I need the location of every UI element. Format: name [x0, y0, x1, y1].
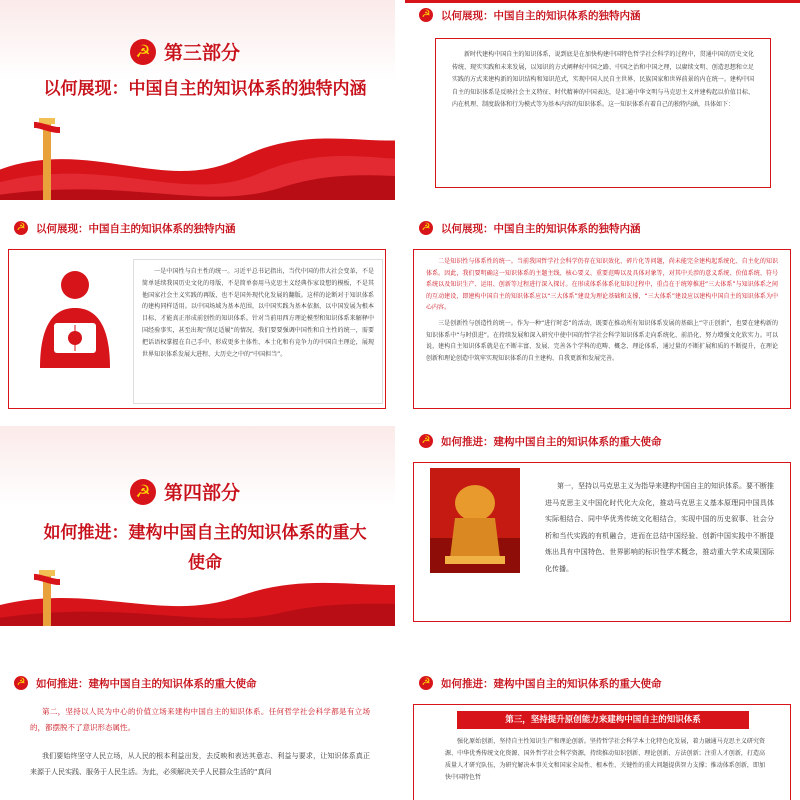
party-emblem-icon [419, 221, 433, 235]
content-area [30, 704, 370, 780]
slide-header-title: 如何推进：建构中国自主的知识体系的重大使命 [441, 677, 662, 690]
party-emblem-icon [130, 479, 156, 505]
section-heading [130, 38, 240, 65]
slide-marxism-guidance[interactable] [405, 426, 800, 626]
slide-header [405, 426, 800, 456]
slide-unique-connotation-intro[interactable] [405, 0, 800, 200]
section-number: 第四部分 [164, 482, 241, 504]
point-banner: 第三，坚持提升原创能力来建构中国自主的知识体系 [457, 711, 749, 729]
party-emblem-icon [14, 676, 28, 690]
party-emblem-icon [419, 434, 433, 448]
text-box [445, 736, 765, 784]
slide-header [405, 668, 800, 698]
person-holding-book-icon [30, 263, 120, 373]
content-frame [413, 249, 791, 409]
huabiao-pillar-icon [34, 112, 60, 200]
section-title: 如何推进：建构中国自主的知识体系的重大使命 [43, 523, 367, 573]
body-paragraph: 一是中国性与自主性的统一。习近平总书记指出，当代中国的伟大社会变革，不是简单延续我国历史文化的母版，不是简单套用马克思主义经典作家设想的模板，不是其他国家社会主义实践的再版，也不是国外现代化发展的翻版。这样的论断对于知识体系的建构同样适用。以中国场域为基本范围，以中国实践为基本依据，以中国发展为根本目标，才能真正形成前创性的知识体系。针对当前用西方理论模型和知识体系来解释中国经验事实，甚至出现“削足适履”的情况，我们要要强调中国性和自主性的统一，需要把话语权掌握在自己手中，形成更多主体性、本土化和有竞争力的中国自主理论，展现世界知识体系发展大进程、大历史之中的“中国担当”。 [142, 268, 374, 358]
body-paragraph: 我们要始终坚守人民立场，从人民的根本利益出发，去反映和表达其意志、利益与要求，让知识体系真正来源于人民实践、服务于人民生活。为此，必须解决关乎人民群众生活的“真问 [30, 752, 370, 776]
text-frame [435, 38, 771, 188]
slide-people-centered[interactable] [0, 668, 395, 800]
slide-knowledge-system[interactable] [405, 213, 800, 413]
body-paragraph: 三是创新性与创造性的统一。作为一种“进行时态”的活动，既要在推动所有知识体系发展的基础上“守正创新”，也要在建构新的知识体系中“与时俱进”。在持续发展和深入研究中使中国的哲学社会科学知识体系走向系统化、前沿化，努力增强文化软实力。可以说，建构自主知识体系就是在不断丰富、发展、完善各个学科的范畴、概念、理论体系，通过量的不断扩展和质的不断提升，在理论创新和理论创造中筑牢实现知识体系的自主建构、自我更新和发展完善。 [426, 319, 778, 362]
section-number: 第三部分 [164, 42, 241, 64]
slide-section-3-cover[interactable] [0, 0, 395, 200]
slide-header [0, 213, 395, 243]
slide-header [405, 0, 800, 30]
party-emblem-icon [130, 39, 156, 65]
section-title: 以何展现：中国自主的知识体系的独特内涵 [43, 79, 367, 99]
slide-header-title: 如何推进：建构中国自主的知识体系的重大使命 [36, 677, 257, 690]
stone-lion-image [430, 468, 520, 573]
slide-section-4-cover[interactable] [0, 426, 395, 626]
section-heading [130, 478, 240, 505]
text-box [133, 259, 383, 404]
slide-header-title: 以何展现：中国自主的知识体系的独特内涵 [36, 222, 236, 235]
slide-original-innovation[interactable] [405, 668, 800, 800]
slide-header-title: 以何展现：中国自主的知识体系的独特内涵 [441, 9, 641, 22]
highlight-paragraph: 二是知识性与体系性的统一。当前我国哲学社会科学仍存在知识效化、碎片化等问题，尚未能完全建构起系统化、自主化的知识体系。因此，我们要明确这一知识体系的主题主线、核心要义、重要范畴以及具体对象等，对其中关涉的意义系统、价值系统、符号系统以及知识生产、运用、创新等过程进行深入探讨。在形成体系体系化知识过程中，重点在于统筹推进“三大体系”与知识体系之间的互动建设，即建构中国自主的知识体系应以“三大体系”建设为理论基础和支撑，“三大体系”建设应以建构中国自主的知识体系为中心内容。 [426, 258, 778, 312]
party-emblem-icon [419, 676, 433, 690]
huabiao-pillar-icon [34, 564, 60, 626]
body-paragraph: 新时代建构中国自主的知识体系，说到底是在加快构建中国特色哲学社会科学的过程中，贯通中国的历史文化传统、现实实践和未来发展，以知识的方式阐释好中国之路、中国之治和中国之理，以赓续文明、创造思想和立足实践的方式来建构新的知识结构和知识范式，实现中国人民自主世界、民族国家和世界前景的内在统一。建构中国自主的知识体系是反映社会主义特征、时代精神的中国表达，是汇通中华文明与马克思主义并建构起以价值目标、内在机理、制度载体和行为模式等为基本内容的知识体系。这一知识体系有着自己的独特内涵，具体如下： [452, 51, 754, 108]
slide-chinese-autonomy[interactable] [0, 213, 395, 413]
body-paragraph: 强化原始创新，坚持自主性知识生产和理论创新。坚持哲学社会科学本土化特色化发展，着力融通马克思主义研究资源、中华优秀传统文化资源、国外哲学社会科学资源，持续推动知识创新、理论创新、方法创新；注重人才创新，打造高质量人才研究队伍，为研究解决本事关文和国家全局性、根本性、关键性的重大问题提供智力支撑；推动体系创新，即加快中国特色哲 [445, 738, 765, 781]
slide-header-title: 以何展现：中国自主的知识体系的独特内涵 [441, 222, 641, 235]
slide-header [405, 213, 800, 243]
lead-paragraph: 第二，坚持以人民为中心的价值立场来建构中国自主的知识体系。任何哲学社会科学都是有立场的，都摆脱不了意识形态属性。 [30, 707, 370, 732]
text-box [537, 474, 782, 614]
body-paragraph: 第一，坚持以马克思主义为指导来建构中国自主的知识体系。要不断推进马克思主义中国化时代化大众化，推动马克思主义基本原理同中国具体实际相结合、同中华优秀传统文化相结合，实现中国的历史叙事、社会分析和当代实践的有机融合，进而在总结中国经验、创新中国实践中不断提炼出具有中国特色、世界影响的标识性学术概念，推动重大学术成果国际化传播。 [545, 482, 774, 573]
party-emblem-icon [419, 8, 433, 22]
party-emblem-icon [14, 221, 28, 235]
slide-header [0, 668, 395, 698]
slide-header-title: 如何推进：建构中国自主的知识体系的重大使命 [441, 435, 662, 448]
